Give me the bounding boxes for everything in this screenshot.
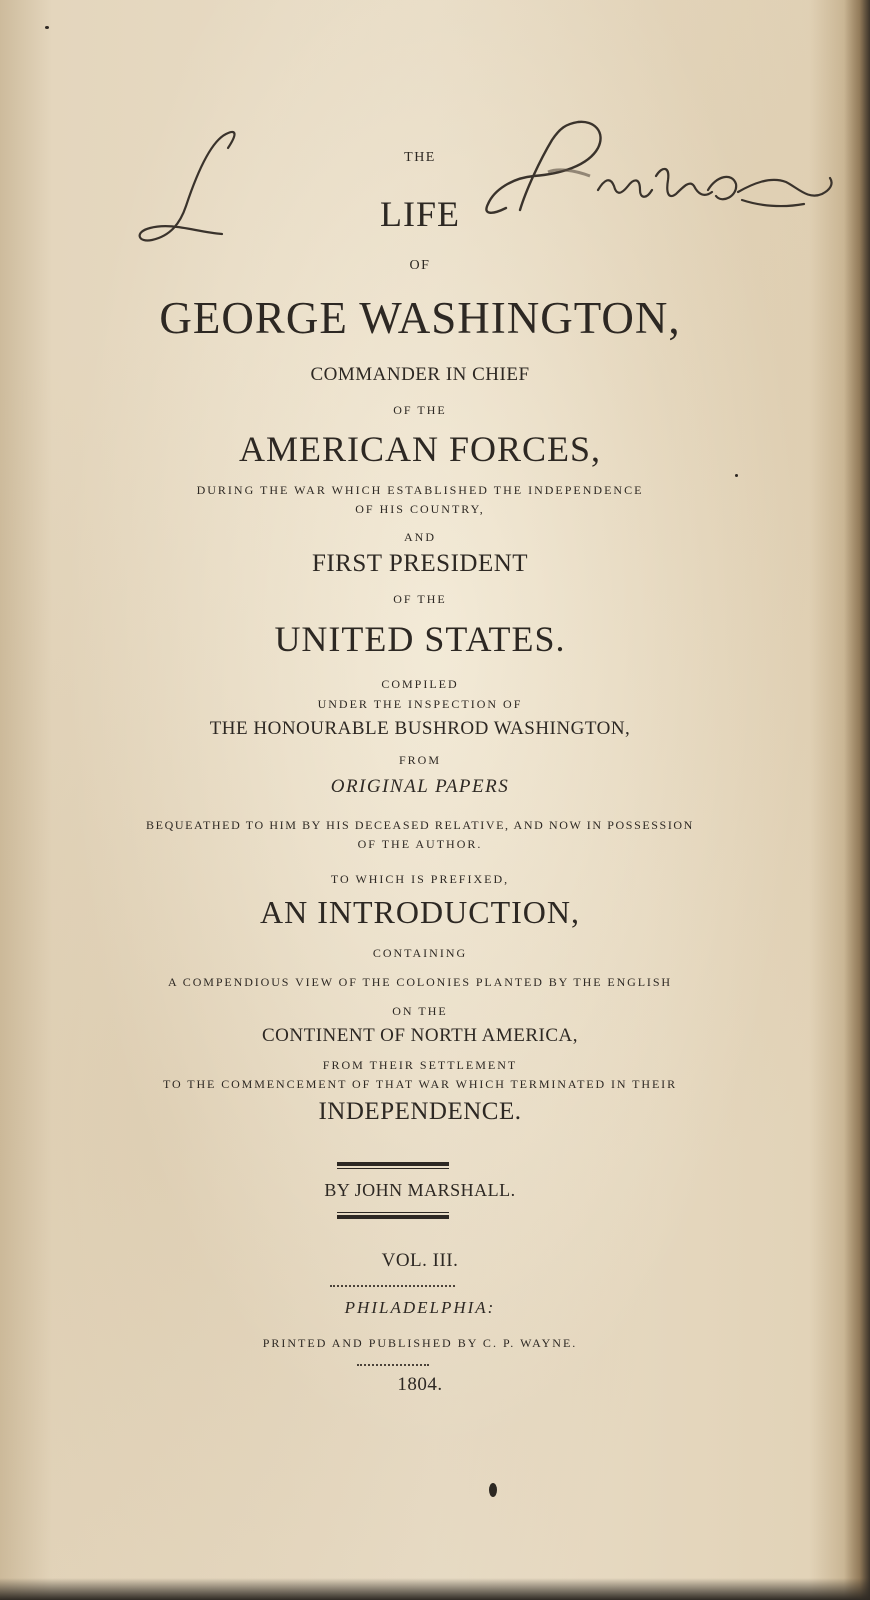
ornamental-rule-bottom: [337, 1215, 449, 1219]
title-subject-name: GEORGE WASHINGTON,: [159, 293, 681, 343]
title-american-forces: AMERICAN FORCES,: [238, 429, 602, 469]
title-of-the-2: OF THE: [393, 592, 447, 606]
title-settlement: FROM THEIR SETTLEMENT: [322, 1058, 518, 1072]
title-of: OF: [409, 258, 431, 273]
title-bequeathed-line-1: BEQUEATHED TO HIM BY HIS DECEASED RELATIVE, AND NOW IN POSSESSION: [146, 818, 694, 832]
ink-speck: [45, 26, 49, 29]
title-independence: INDEPENDENCE.: [318, 1098, 522, 1125]
page-bottom-shadow: [0, 1578, 870, 1600]
title-original-papers: ORIGINAL PAPERS: [330, 776, 510, 797]
title-the: THE: [404, 150, 436, 165]
title-united-states: UNITED STATES.: [274, 619, 566, 659]
title-on-the: ON THE: [392, 1004, 448, 1018]
title-commander: COMMANDER IN CHIEF: [310, 364, 530, 385]
title-bequeathed-line-2: OF THE AUTHOR.: [357, 837, 483, 851]
title-of-the-1: OF THE: [393, 403, 447, 417]
title-from: FROM: [398, 753, 441, 767]
title-during-line-2: OF HIS COUNTRY,: [355, 502, 485, 516]
ink-speck: [735, 474, 738, 477]
page-edge-shadow: [844, 0, 870, 1600]
title-introduction: AN INTRODUCTION,: [260, 894, 580, 930]
imprint-printer: PRINTED AND PUBLISHED BY C. P. WAYNE.: [262, 1336, 578, 1350]
title-under-inspection: UNDER THE INSPECTION OF: [317, 697, 523, 711]
ink-blot: [489, 1483, 497, 1497]
title-bushrod-washington: THE HONOURABLE BUSHROD WASHINGTON,: [209, 718, 631, 739]
title-compendious-view: A COMPENDIOUS VIEW OF THE COLONIES PLANTED BY THE ENGLISH: [168, 975, 672, 989]
imprint-city: PHILADELPHIA:: [344, 1298, 496, 1317]
ornamental-rule-top: [337, 1162, 449, 1166]
title-and: AND: [404, 530, 436, 544]
ornamental-rule-bottom-thin: [337, 1212, 449, 1213]
title-containing: CONTAINING: [372, 946, 468, 960]
imprint-year: 1804.: [397, 1374, 443, 1395]
volume-number: VOL. III.: [381, 1250, 459, 1271]
title-during-line-1: DURING THE WAR WHICH ESTABLISHED THE INDEPENDENCE: [196, 483, 644, 497]
dotted-separator-2: [357, 1364, 429, 1366]
title-continent: CONTINENT OF NORTH AMERICA,: [261, 1025, 578, 1046]
title-first-president: FIRST PRESIDENT: [311, 550, 529, 577]
title-commencement: TO THE COMMENCEMENT OF THAT WAR WHICH TERMINATED IN THEIR: [163, 1077, 677, 1091]
title-compiled: COMPILED: [381, 677, 459, 691]
ornamental-rule-top-thin: [337, 1168, 449, 1169]
title-prefixed: TO WHICH IS PREFIXED,: [330, 872, 510, 886]
title-life: LIFE: [380, 194, 460, 234]
dotted-separator-1: [330, 1285, 455, 1287]
author-line: BY JOHN MARSHALL.: [324, 1180, 516, 1200]
